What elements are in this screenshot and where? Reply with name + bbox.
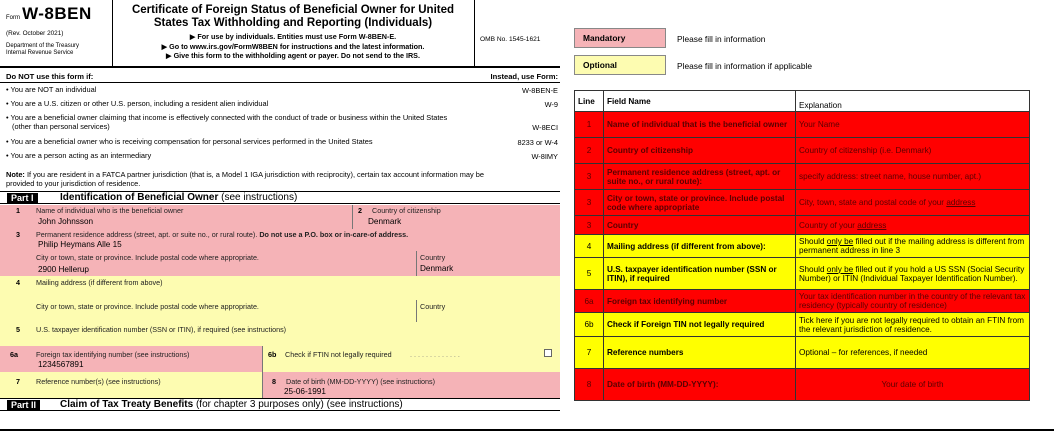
form-title-line: States Tax Withholding and Reporting (Individuals) — [153, 16, 433, 29]
field-4-label: Mailing address (if different from above) — [36, 278, 163, 287]
divider — [112, 0, 113, 68]
do-not-use-heading: Do NOT use this form if: — [6, 72, 94, 81]
exclusion-bullet: • You are a U.S. citizen or other U.S. person, including a resident alien individual — [6, 99, 269, 108]
divider — [416, 251, 417, 276]
form-header — [0, 0, 560, 68]
table-row — [575, 290, 1030, 313]
table-row — [575, 164, 1030, 190]
part-tag: Part I — [7, 193, 38, 204]
department-line: Department of the Treasury — [6, 43, 80, 49]
line-cell: 4 — [575, 235, 604, 258]
field-6b-label: Check if FTIN not legally required — [285, 350, 392, 359]
explanation-text: filled out if the mailing address is different from permanent address in line 3 — [799, 237, 1025, 255]
form-revision: (Rev. October 2021) — [6, 30, 64, 37]
line-cell: 6a — [575, 290, 604, 313]
legend-optional-swatch: Optional — [574, 55, 666, 75]
beneficial-owner-name-field[interactable]: John Johnsson — [38, 217, 94, 226]
header-line: Line — [575, 91, 604, 112]
table-row — [575, 313, 1030, 337]
city-label: City or town, state or province. Include postal code where appropriate. — [36, 302, 259, 311]
field-number: 6a — [10, 350, 18, 359]
exclusion-bullet: • You are a person acting as an intermediary — [6, 151, 152, 160]
field-7-label: Reference number(s) (see instructions) — [36, 377, 161, 386]
explanation-cell — [796, 235, 1030, 258]
field-name-cell: Name of individual that is the beneficial owner — [604, 112, 796, 138]
field-8-label: Date of birth (MM-DD-YYYY) (see instructions) — [286, 377, 435, 386]
explanation-text: Should — [799, 237, 827, 246]
divider — [416, 300, 417, 322]
field-name-cell: Foreign tax identifying number — [604, 290, 796, 313]
field-name-cell: Permanent residence address (street, apt. or suite no., or rural route): — [604, 164, 796, 190]
line-cell: 2 — [575, 138, 604, 164]
divider — [352, 205, 353, 229]
explanation-cell — [796, 190, 1030, 216]
date-of-birth-field[interactable]: 25-06-1991 — [284, 387, 326, 396]
line-cell: 1 — [575, 112, 604, 138]
explanation-text: Country of your — [799, 220, 858, 230]
field-name-cell: U.S. taxpayer identification number (SSN or ITIN), if required — [604, 258, 796, 290]
part-1-header — [0, 191, 560, 204]
bullet-continuation: (other than personal services) — [12, 121, 110, 131]
line-cell: 3 — [575, 164, 604, 190]
explanation-cell: specify address: street name, house number, apt.) — [796, 164, 1030, 190]
alternative-form: W-8BEN-E — [521, 86, 558, 95]
field-2-label: Country of citizenship — [372, 206, 441, 215]
part-2-header — [0, 398, 560, 411]
legend-mandatory-swatch: Mandatory — [574, 28, 666, 48]
department — [6, 43, 110, 57]
field-number: 4 — [16, 278, 20, 287]
legend-mandatory-text: Please fill in information — [677, 34, 766, 44]
country-field[interactable]: Denmark — [420, 264, 454, 273]
field-explanation-table — [574, 90, 1030, 401]
form-number: W-8BEN — [22, 4, 92, 23]
field-name-cell: Reference numbers — [604, 337, 796, 369]
country-label: Country — [420, 253, 446, 262]
explanation-cell: Your tax identification number in the country of the relevant tax residency (typically country of residence) — [796, 290, 1030, 313]
line-cell: 3 — [575, 190, 604, 216]
exclusion-bullet: • You are a beneficial owner who is receiving compensation for personal services performed in the United States — [6, 137, 373, 146]
field-number: 3 — [16, 230, 20, 239]
form-title-line: Certificate of Foreign Status of Beneficial Owner for United — [131, 4, 455, 16]
explanation-underlined: address — [857, 220, 887, 230]
table-row — [575, 112, 1030, 138]
line-cell: 6b — [575, 313, 604, 337]
explanation-underlined: only be — [826, 237, 854, 246]
part-title-suffix: (for chapter 3 purposes only) (see instructions) — [193, 399, 403, 410]
header-field-name: Field Name — [604, 91, 796, 112]
field-5-label: U.S. taxpayer identification number (SSN or ITIN), if required (see instructions) — [36, 325, 287, 334]
field-name-cell: Date of birth (MM-DD-YYYY): — [604, 369, 796, 401]
permanent-address-field[interactable]: Philip Heymans Alle 15 — [38, 240, 122, 249]
divider — [474, 0, 475, 68]
line-cell: 3 — [575, 216, 604, 235]
field-number: 2 — [358, 206, 362, 215]
table-row — [575, 138, 1030, 164]
explanation-cell: Optional – for references, if needed — [796, 337, 1030, 369]
field-6a-label: Foreign tax identifying number (see instructions) — [36, 350, 190, 359]
instruction-line: ▶ Go to www.irs.gov/FormW8BEN for instructions and the latest information. — [161, 41, 425, 51]
divider — [262, 372, 263, 398]
line-cell: 5 — [575, 258, 604, 290]
form-id-block — [6, 4, 110, 57]
explanation-cell: Country of citizenship (i.e. Denmark) — [796, 138, 1030, 164]
field-name-cell: Country — [604, 216, 796, 235]
table-row — [575, 337, 1030, 369]
fatca-note — [6, 170, 558, 188]
explanation-underlined: only be — [826, 264, 854, 274]
field-number: 8 — [272, 377, 276, 386]
part-title-text: Identification of Beneficial Owner — [60, 192, 219, 203]
exclusion-bullet: • You are NOT an individual — [6, 85, 97, 94]
ftin-not-required-checkbox[interactable] — [544, 349, 552, 357]
field-name-cell: Country of citizenship — [604, 138, 796, 164]
foreign-tin-field[interactable]: 1234567891 — [38, 360, 84, 369]
field-3-label-text: Permanent residence address (street, apt. or suite no., or rural route). — [36, 230, 258, 239]
table-header-row — [575, 91, 1030, 112]
explanation-cell — [796, 216, 1030, 235]
form-instructions — [114, 32, 472, 61]
table-row — [575, 258, 1030, 290]
explanation-cell: Tick here if you are not legally required to obtain an FTIN from the relevant jurisdiction of residence. — [796, 313, 1030, 337]
country-label: Country — [420, 302, 446, 311]
field-number: 1 — [16, 206, 20, 215]
field-3-label-bold: Do not use a P.O. box or in-care-of address. — [257, 230, 409, 239]
explanation-cell — [796, 258, 1030, 290]
explanation-cell: Your Name — [796, 112, 1030, 138]
line-cell: 7 — [575, 337, 604, 369]
part-title-text: Claim of Tax Treaty Benefits — [60, 399, 194, 410]
part-title — [60, 399, 403, 411]
table-row — [575, 216, 1030, 235]
table-row — [575, 190, 1030, 216]
city-postal-field[interactable]: 2900 Hellerup — [38, 265, 89, 274]
field-name-cell: Check if Foreign TIN not legally required — [604, 313, 796, 337]
line-cell: 8 — [575, 369, 604, 401]
city-label: City or town, state or province. Include postal code where appropriate. — [36, 253, 259, 262]
note-text: If you are resident in a FATCA partner jurisdiction (that is, a Model 1 IGA jurisdiction with reciprocity), certain tax account information may be — [24, 170, 484, 179]
exclusion-bullet: • You are a beneficial owner claiming that income is effectively connected with the conduct of trade or business within the United States — [6, 113, 448, 122]
field-number: 6b — [268, 350, 277, 359]
divider — [262, 346, 263, 372]
field-number: 7 — [16, 377, 20, 386]
divider — [0, 82, 560, 83]
table-row — [575, 235, 1030, 258]
explanation-cell: Your date of birth — [796, 369, 1030, 401]
part-tag: Part II — [7, 400, 40, 411]
note-label: Note: — [6, 170, 25, 179]
explanation-underlined: address — [946, 198, 976, 207]
exclusion-bullet-continued — [6, 123, 516, 132]
field-1-label: Name of individual who is the beneficial owner — [36, 206, 184, 215]
part-title — [60, 192, 297, 204]
instruction-line: ▶ For use by individuals. Entities must use Form W-8BEN-E. — [189, 32, 397, 41]
explanation-text: filled out if you hold a US SSN (Social Security Number) or ITIN (Individual Taxpayer Identification Number). — [799, 264, 1025, 283]
field-number: 5 — [16, 325, 20, 334]
alternative-form: W-9 — [544, 100, 558, 109]
part-title-suffix: (see instructions) — [218, 192, 298, 203]
explanation-text: Should — [799, 264, 827, 274]
field-name-cell: City or town, state or province. Include postal code where appropriate — [604, 190, 796, 216]
legend-optional-text: Please fill in information if applicable — [677, 61, 813, 71]
instead-use-heading: Instead, use Form: — [490, 72, 558, 81]
alternative-form: W-8IMY — [531, 152, 558, 161]
instruction-line: ▶ Give this form to the withholding agent or payer. Do not send to the IRS. — [166, 51, 420, 60]
field-name-cell: Mailing address (if different from above): — [604, 235, 796, 258]
omb-number: OMB No. 1545-1621 — [480, 36, 541, 43]
table-row — [575, 369, 1030, 401]
note-text: provided to your jurisdiction of residence. — [6, 179, 141, 188]
explanation-text: City, town, state and postal code of your — [799, 198, 947, 207]
field-3-label — [36, 230, 408, 239]
dot-leader: . . . . . . . . . . . . . — [410, 350, 460, 359]
department-line: Internal Revenue Service — [6, 50, 74, 56]
header-explanation: Explanation — [796, 91, 1030, 112]
alternative-form: 8233 or W-4 — [517, 138, 558, 147]
alternative-form: W-8ECI — [532, 122, 558, 132]
country-of-citizenship-field[interactable]: Denmark — [368, 217, 402, 226]
divider — [0, 429, 1054, 431]
form-word: Form — [6, 15, 20, 21]
form-title-block — [114, 4, 472, 61]
